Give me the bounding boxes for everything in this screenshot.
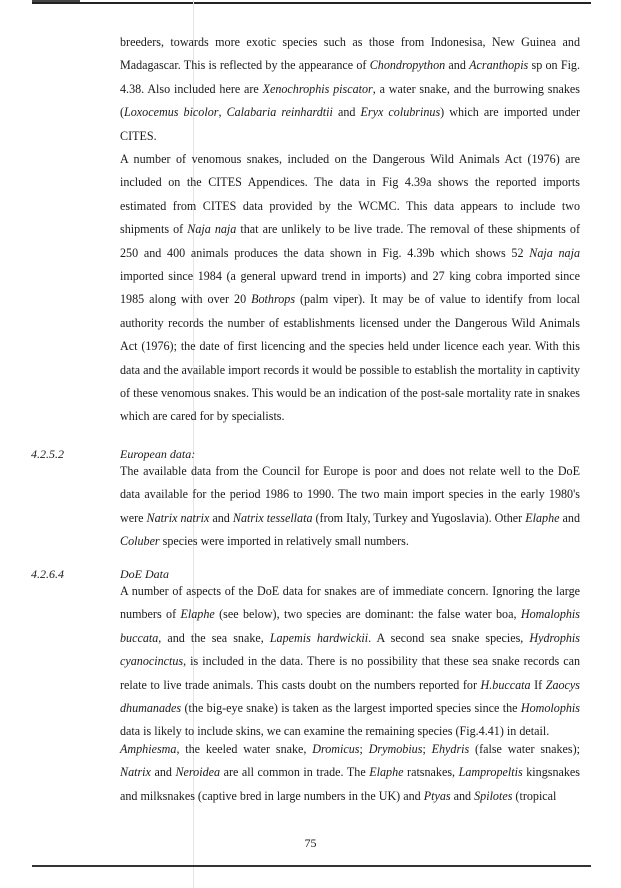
- species-name: Calabaria reinhardtii: [226, 105, 333, 120]
- text-run: (palm viper). It may be of value to identify from local authority records the number of establishments licensed under the Dangerous Wild Animals Act (1976); the date of first licencing and the species held under licence each year. With this data and the available import records it would be possible to establish the mortality in captivity of these venomous snakes. This would be an indication of the post-sale mortality rate in snakes which are cared for by specialists.: [120, 292, 580, 424]
- text-run: A number of venomous snakes, included on the Dangerous Wild Animals Act (1976) are included on the CITES Appendices. The data in Fig 4.39a shows the reported imports estimated from CITES data provided by the WCMC. This data appears to include two shipments of: [120, 152, 580, 237]
- text-run: and: [450, 788, 475, 803]
- text-run: ;: [422, 742, 432, 756]
- species-name: Lapemis hardwickii: [269, 630, 369, 645]
- text-run: ) which are imported under CITES.: [120, 105, 581, 143]
- text-run: and: [332, 105, 361, 120]
- text-run: (from Italy, Turkey and Yugoslavia). Other: [312, 510, 526, 525]
- species-name: Lampropeltis: [458, 765, 523, 780]
- species-name: Acranthopis: [469, 58, 529, 73]
- section-number: 4.2.6.4: [31, 567, 64, 581]
- species-name: Elaphe: [180, 607, 215, 622]
- text-run: and: [209, 510, 233, 525]
- species-name: Neroidea: [175, 765, 221, 780]
- text-run: that are unlikely to be live trade. The removal of these shipments of 250 and 400 animals produces the data shown in Fig. 4.39b which shows 52: [120, 222, 580, 260]
- text-run: ratsnakes,: [403, 765, 459, 780]
- species-name: Amphiesma: [120, 742, 177, 756]
- species-name: Naja naja: [529, 245, 580, 260]
- paragraph-common-species: [120, 738, 580, 808]
- section-number: 4.2.5.2: [31, 447, 64, 461]
- text-run: (see below), two species are dominant: the false water boa,: [214, 607, 521, 622]
- text-run: , the keeled water snake,: [176, 742, 313, 756]
- header-rule: [32, 2, 591, 4]
- species-name: Loxocemus bicolor: [124, 105, 219, 120]
- section-title: European data:: [120, 447, 196, 461]
- text-run: If: [530, 677, 546, 692]
- species-name: Ptyas: [423, 788, 451, 803]
- text-run: are all common in trade. The: [220, 765, 370, 780]
- text-run: (the big-eye snake) is taken as the largest imported species since the: [181, 701, 521, 716]
- species-name: Elaphe: [369, 765, 404, 780]
- species-name: Homalophis buccata: [120, 607, 580, 645]
- species-name: Natrix natrix: [146, 510, 210, 525]
- species-name: Coluber: [120, 534, 160, 549]
- text-run: The available data from the Council for Europe is poor and does not relate well to the DoE data available for the period 1986 to 1990. The two main import species in the early 1980's were: [120, 464, 580, 525]
- text-run: ;: [359, 742, 369, 756]
- footer-rule: [32, 865, 591, 867]
- species-name: Natrix tessellata: [232, 510, 313, 525]
- species-name: Zaocys dhumanades: [120, 677, 580, 716]
- species-name: Bothrops: [251, 292, 296, 307]
- text-run: breeders, towards more exotic species such as those from Indonesisa, New Guinea and Madagascar. This is reflected by the appearance of: [120, 35, 580, 73]
- species-name: Drymobius: [368, 742, 423, 756]
- species-name: Naja naja: [187, 222, 237, 237]
- species-name: Ehydris: [431, 742, 470, 756]
- text-run: (false water snakes);: [469, 742, 580, 756]
- paragraph-doe-data: [120, 580, 580, 744]
- species-name: Natrix: [120, 765, 151, 780]
- paragraph-european-data: [120, 460, 580, 554]
- text-run: imported since 1984 (a general upward trend in imports) and 27 king cobra imported since 1985 along with over 20: [120, 269, 580, 307]
- text-run: species were imported in relatively small numbers.: [159, 534, 409, 549]
- text-run: sp on Fig. 4.38. Also included here are: [120, 58, 581, 96]
- species-name: Elaphe: [525, 510, 560, 525]
- species-name: Eryx colubrinus: [360, 105, 441, 120]
- text-run: and: [559, 510, 580, 525]
- text-run: and: [150, 765, 176, 780]
- text-run: , and the sea snake,: [158, 630, 270, 645]
- text-run: kingsnakes and milksnakes (captive bred in large numbers in the UK) and: [120, 765, 580, 803]
- species-name: Xenochrophis piscator: [262, 81, 373, 96]
- text-run: A number of aspects of the DoE data for snakes are of immediate concern. Ignoring the large numbers of: [120, 584, 580, 622]
- species-name: Homolophis: [520, 701, 580, 716]
- text-run: ,: [218, 105, 227, 120]
- text-run: (tropical: [512, 788, 557, 803]
- species-name: H.buccata: [480, 677, 531, 692]
- species-name: Hydrophis cyanocinctus: [120, 630, 580, 669]
- text-run: . A second sea snake species,: [368, 630, 530, 645]
- species-name: Dromicus: [312, 742, 360, 756]
- text-run: data is likely to include skins, we can examine the remaining species (Fig.4.41) in detail.: [120, 724, 550, 739]
- text-run: , a water snake, and the burrowing snakes (: [120, 81, 580, 120]
- text-run: and: [445, 58, 470, 73]
- paragraph-venomous-snakes: [120, 148, 580, 429]
- species-name: Spilotes: [474, 788, 513, 803]
- page-number: 75: [304, 836, 317, 850]
- species-name: Chondropython: [369, 58, 446, 73]
- header-text-clipped: [32, 0, 80, 2]
- text-run: , is included in the data. There is no possibility that these sea snake records can relate to live trade animals. This casts doubt on the numbers reported for: [120, 654, 580, 692]
- paragraph-exotic-species: [120, 31, 580, 148]
- section-title: DoE Data: [120, 567, 169, 581]
